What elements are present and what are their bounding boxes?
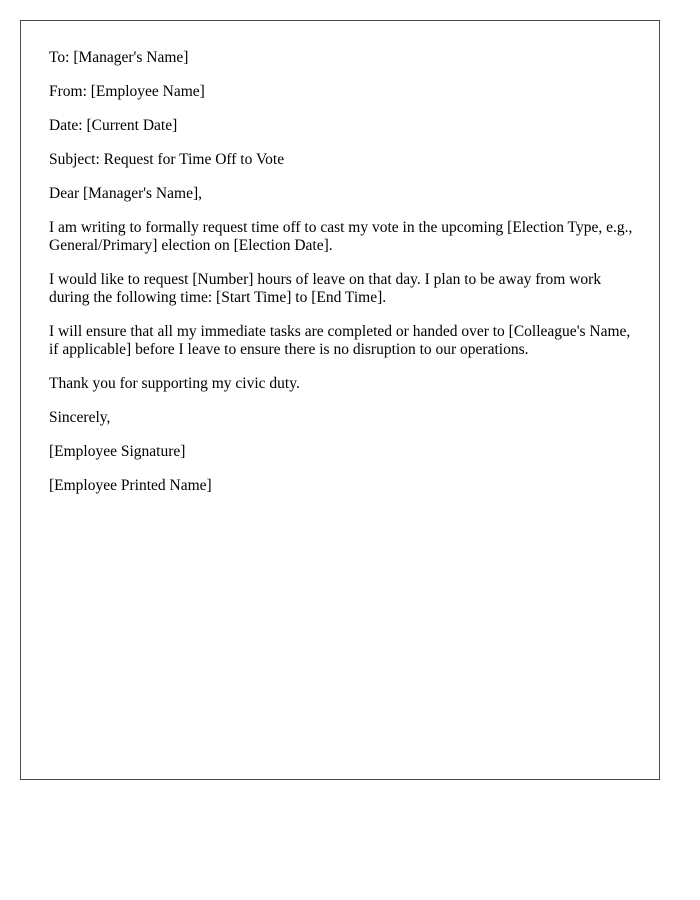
printed-name: [Employee Printed Name] bbox=[49, 477, 212, 494]
body-paragraph: I will ensure that all my immediate tasks are completed or handed over to [Colleague's Name, if applicable] before I leave to ensure there is no disruption to our operations. bbox=[49, 323, 631, 358]
body-paragraph: I am writing to formally request time off to cast my vote in the upcoming [Election Type, e.g., General/Primary] election on [Election Date]. bbox=[49, 219, 633, 254]
letter-body bbox=[49, 49, 639, 511]
from-line: From: [Employee Name] bbox=[49, 83, 205, 100]
salutation: Dear [Manager's Name], bbox=[49, 185, 202, 202]
body-paragraph: Thank you for supporting my civic duty. bbox=[49, 375, 300, 392]
signature: [Employee Signature] bbox=[49, 443, 186, 460]
closing: Sincerely, bbox=[49, 409, 111, 426]
letter-frame bbox=[20, 20, 660, 780]
subject-line: Subject: Request for Time Off to Vote bbox=[49, 151, 285, 168]
body-paragraph: I would like to request [Number] hours of leave on that day. I plan to be away from work during the following time: [Start Time] to [End Time]. bbox=[49, 271, 602, 306]
to-line: To: [Manager's Name] bbox=[49, 49, 189, 66]
date-line: Date: [Current Date] bbox=[49, 117, 178, 134]
